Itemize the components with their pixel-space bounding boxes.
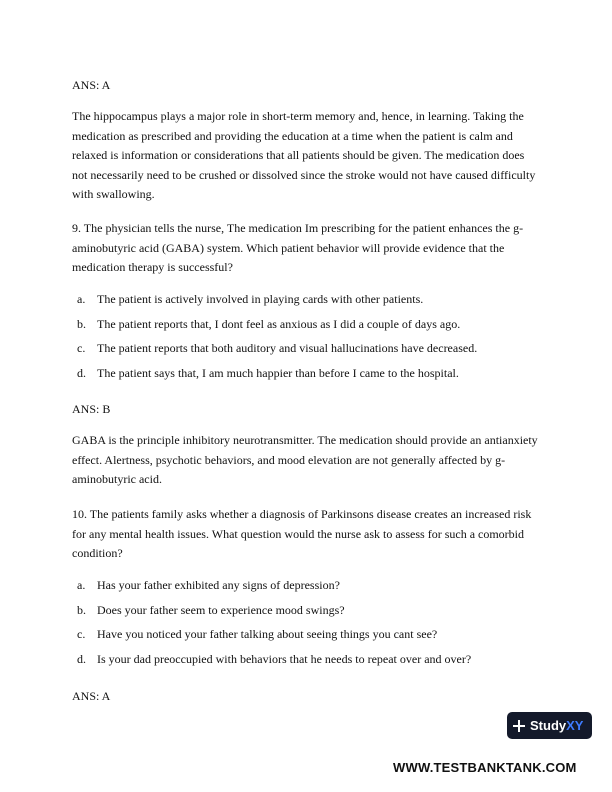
- question-10: 10. The patients family asks whether a diagnosis of Parkinsons disease creates an increased risk for any mental health issues. What question would the nurse ask to assess for such a comorbid condition?: [72, 507, 532, 560]
- brand-main: Study: [530, 718, 567, 733]
- option-text: The patient says that, I am much happier than before I came to the hospital.: [97, 365, 459, 380]
- option-item: [72, 652, 542, 677]
- option-item: [72, 627, 542, 652]
- question-9-options: [72, 292, 542, 390]
- option-text: The patient reports that, I dont feel as anxious as I did a couple of days ago.: [97, 316, 461, 331]
- option-item: [72, 341, 542, 366]
- plus-icon: [513, 720, 525, 732]
- option-text: The patient is actively involved in playing cards with other patients.: [97, 292, 424, 306]
- question-10-options: [72, 578, 542, 676]
- option-letter: d.: [77, 365, 86, 380]
- rationale-paragraph: The hippocampus plays a major role in short-term memory and, hence, in learning. Taking the medication as prescribed and providing the education at a time when the patient is calm and relaxed is information or considerations that all patients should be given. The medication does not necessarily need to be crushed or dissolved since the stroke would not have caused difficulty with swallowing.: [72, 109, 536, 201]
- option-text: Is your dad preoccupied with behaviors that he needs to repeat over and over?: [97, 651, 472, 666]
- option-text: The patient reports that both auditory and visual hallucinations have decreased.: [97, 341, 478, 355]
- option-item: [72, 366, 542, 391]
- studyxy-badge[interactable]: [507, 712, 592, 739]
- option-letter: a.: [77, 578, 86, 592]
- question-9: 9. The physician tells the nurse, The medication Im prescribing for the patient enhances the g-aminobutyric acid (GABA) system. Which patient behavior will provide evidence that the medication therapy is successful?: [72, 221, 524, 274]
- option-item: [72, 603, 542, 628]
- brand-accent: XY: [566, 718, 584, 733]
- option-item: [72, 578, 542, 603]
- answer-label: ANS: A: [72, 689, 111, 703]
- rationale-paragraph: GABA is the principle inhibitory neurotransmitter. The medication should provide an antianxiety effect. Alertness, psychotic behaviors, and mood elevation are not generally affected by g-aminobutyric acid.: [72, 433, 538, 486]
- option-item: [72, 292, 542, 317]
- option-letter: b.: [77, 602, 86, 617]
- option-text: Does your father seem to experience mood swings?: [97, 602, 345, 617]
- option-item: [72, 317, 542, 342]
- footer-url[interactable]: WWW.TESTBANKTANK.COM: [393, 760, 577, 775]
- option-letter: b.: [77, 316, 86, 331]
- option-letter: d.: [77, 651, 86, 666]
- option-letter: c.: [77, 341, 86, 355]
- option-text: Have you noticed your father talking about seeing things you cant see?: [97, 627, 438, 641]
- answer-label: ANS: B: [72, 402, 111, 416]
- option-letter: a.: [77, 292, 86, 306]
- option-text: Has your father exhibited any signs of depression?: [97, 578, 340, 592]
- option-letter: c.: [77, 627, 86, 641]
- answer-label: ANS: A: [72, 78, 111, 92]
